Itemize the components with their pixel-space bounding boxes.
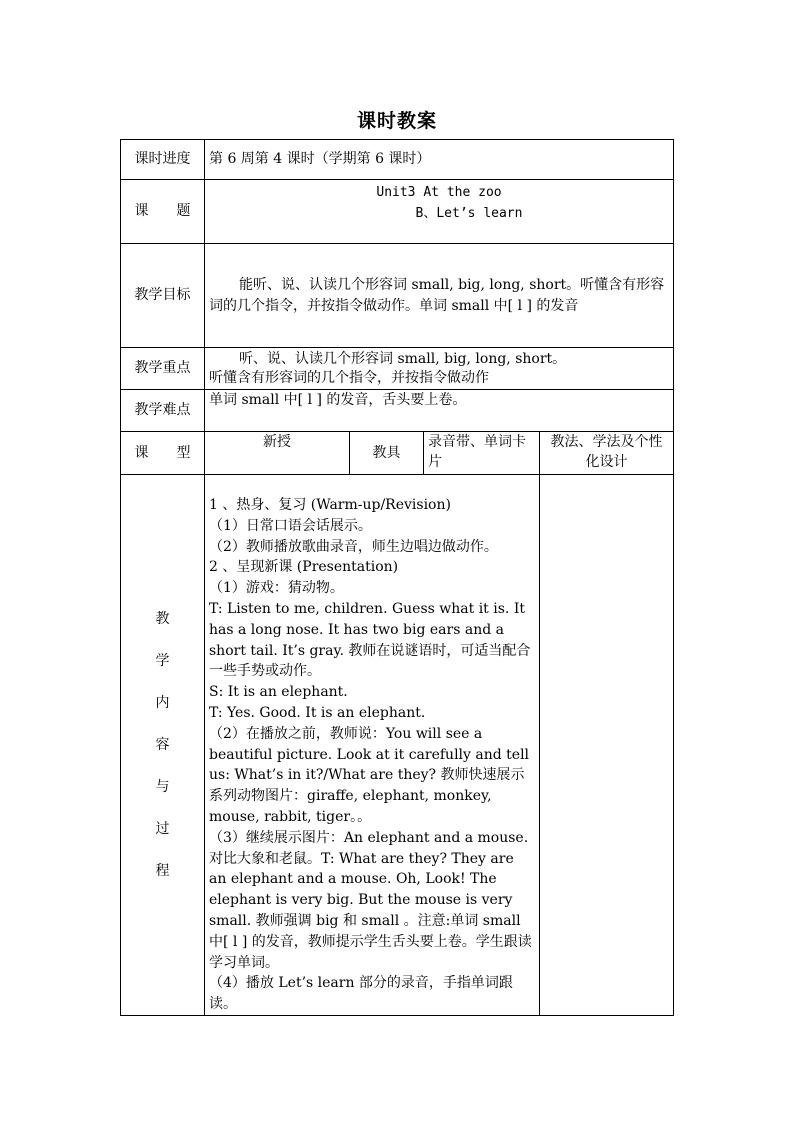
process-line: （1）游戏：猜动物。 <box>209 580 344 597</box>
process-line: T: Yes. Good. It is an elephant. <box>209 704 426 721</box>
process-line: S: It is an elephant. <box>209 684 348 701</box>
lesson-type-value: 新授 <box>205 432 350 475</box>
lesson-plan-table <box>120 139 674 1016</box>
key-point-value <box>205 348 674 390</box>
process-label <box>121 475 205 1016</box>
lesson-type-label: 课 型 <box>121 432 205 475</box>
process-line: （4）播放 Let’s learn 部分的录音，手指单词跟读。 <box>209 975 513 1013</box>
process-line: （1）日常口语会话展示。 <box>209 517 372 534</box>
method-label: 教法、学法及个性化设计 <box>540 432 674 475</box>
process-line: 2 、呈现新课 (Presentation) <box>209 559 399 576</box>
objective-row <box>121 244 674 348</box>
process-line: （3）继续展示图片：An elephant and a mouse. 对比大象和老鼠。T: What are they? They are an elephant and a mouse. Oh, Look! The elephant is very big. But the mouse is very small. 教师强调 big 和 small 。注意:单词 small 中[ l ] 的发音，教师提示学生舌头要上卷。学生跟读学习单词。 <box>209 829 532 971</box>
topic-unit: Unit3 At the zoo <box>376 185 502 200</box>
method-design-cell <box>540 475 674 1016</box>
topic-label: 课 题 <box>121 180 205 244</box>
key-point-label: 教学重点 <box>121 348 205 390</box>
process-line: 1 、热身、复习 (Warm-up/Revision) <box>209 497 451 513</box>
difficulty-row <box>121 390 674 432</box>
objective-value: 能听、说、认读几个形容词 small, big, long, short。听懂含有形容词的几个指令，并按指令做动作。单词 small 中[ l ] 的发音 <box>205 244 674 348</box>
process-label-char: 程 <box>155 862 170 879</box>
process-line: T: Listen to me, children. Guess what it is. It has a long nose. It has two big ears and a short tail. It’s gray. 教师在说谜语时，可适当配合一些手势或动作。 <box>209 600 531 680</box>
process-line: （2）在播放之前，教师说：You will see a beautiful picture. Look at it carefully and tell us: What’s in it?/What are they? 教师快速展示系列动物图片：giraffe, elephant, monkey, mouse, rabbit, tiger。。 <box>209 725 530 825</box>
key-point-line1: 听、说、认读几个形容词 small, big, long, short。 <box>239 350 567 367</box>
difficulty-value: 单词 small 中[ l ] 的发音，舌头要上卷。 <box>205 390 674 432</box>
key-point-row <box>121 348 674 390</box>
tools-value: 录音带、单词卡片 <box>424 432 540 475</box>
process-label-char: 教 <box>155 610 170 627</box>
process-label-char: 与 <box>155 778 170 795</box>
process-label-char: 过 <box>155 820 170 837</box>
topic-section: B、Let’s learn <box>415 206 523 221</box>
process-line: （2）教师播放歌曲录音，师生边唱边做动作。 <box>209 538 498 555</box>
progress-value: 第 6 周第 4 课时（学期第 6 课时） <box>205 140 674 180</box>
process-label-char: 容 <box>155 736 170 753</box>
key-point-line2: 听懂含有形容词的几个指令，并按指令做动作 <box>209 369 489 386</box>
process-content <box>205 475 540 1016</box>
topic-row <box>121 180 674 244</box>
progress-row <box>121 140 674 180</box>
process-label-char: 学 <box>155 652 170 669</box>
page-title: 课时教案 <box>356 110 437 132</box>
lesson-type-row <box>121 432 674 475</box>
process-row <box>121 475 674 1016</box>
process-label-char: 内 <box>155 694 170 711</box>
tools-label: 教具 <box>350 432 424 475</box>
difficulty-label: 教学难点 <box>121 390 205 432</box>
progress-label: 课时进度 <box>121 140 205 180</box>
topic-value <box>205 180 674 244</box>
objective-label: 教学目标 <box>121 244 205 348</box>
